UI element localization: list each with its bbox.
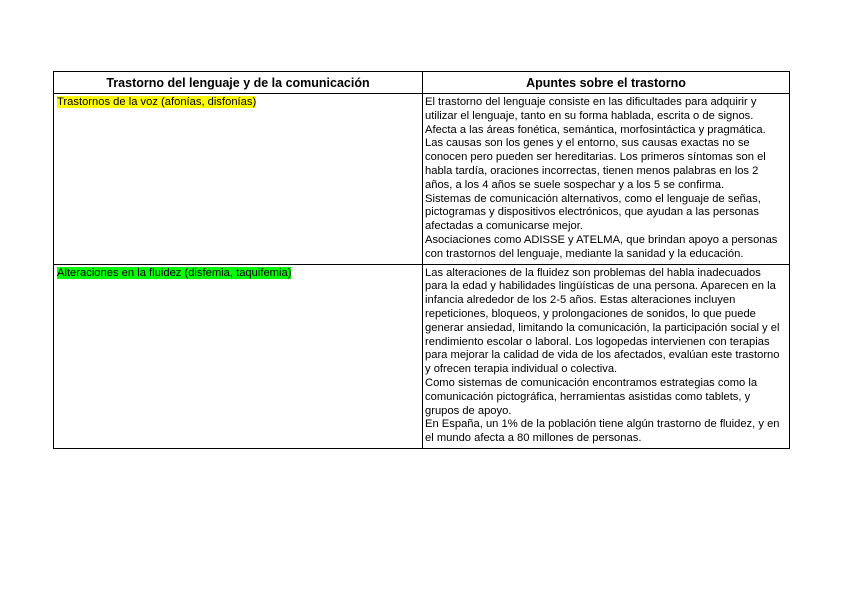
note-paragraph: El trastorno del lenguaje consiste en las dificultades para adquirir y utilizar el lenguaje, tanto en su forma hablada, escrita o de signos. Afecta a las áreas fonética, semántica, morfosintáctica y pragmática. Las causas son los genes y el entorno, sus causas exactas no se conocen pero pueden ser hereditarias. Los primeros síntomas son el habla tardía, oraciones incorrectas, tienen menos palabras en los 2 años, a los 4 años se suele sospechar y a los 5 se confirma. — [425, 96, 766, 191]
disorders-table — [53, 71, 790, 449]
note-paragraph: Asociaciones como ADISSE y ATELMA, que brindan apoyo a personas con trastornos del lenguaje, mediante la sanidad y la educación. — [425, 233, 778, 260]
note-paragraph: Como sistemas de comunicación encontramos estrategias como la comunicación pictográfica, herramientas asistidas como tablets, y grupos de apoyo. — [425, 376, 758, 417]
table-row-fluency — [54, 264, 790, 448]
header-disorder: Trastorno del lenguaje y de la comunicación — [54, 72, 423, 94]
note-paragraph: En España, un 1% de la población tiene algún trastorno de fluidez, y en el mundo afecta a 80 millones de personas. — [425, 418, 780, 445]
disorder-name-voice: Trastornos de la voz (afonías, disfonías) — [57, 96, 257, 108]
notes-cell — [423, 94, 790, 265]
table-row-voice — [54, 94, 790, 265]
disorder-cell — [54, 94, 423, 265]
note-paragraph: Sistemas de comunicación alternativos, como el lenguaje de señas, pictogramas y dispositivos electrónicos, que ayudan a las personas afectadas a comunicarse mejor. — [425, 192, 761, 233]
disorder-cell — [54, 264, 423, 448]
header-notes: Apuntes sobre el trastorno — [423, 72, 790, 94]
notes-cell — [423, 264, 790, 448]
note-paragraph: Las alteraciones de la fluidez son problemas del habla inadecuados para la edad y habilidades lingüísticas de una persona. Aparecen en la infancia alrededor de los 2-5 años. Estas alteraciones incluyen repeticiones, bloqueos, y prolongaciones de sonidos, lo que puede generar ansiedad, limitando la comunicación, la participación social y el rendimiento escolar o laboral. Los logopedas intervienen con terapias para mejorar la calidad de vida de los afectados, evalúan este trastorno y ofrecen terapia individual o colectiva. — [425, 266, 780, 376]
disorder-name-fluency: Alteraciones en la fluidez (disfemia, taquifemia) — [57, 266, 292, 279]
table-header-row — [54, 72, 790, 94]
